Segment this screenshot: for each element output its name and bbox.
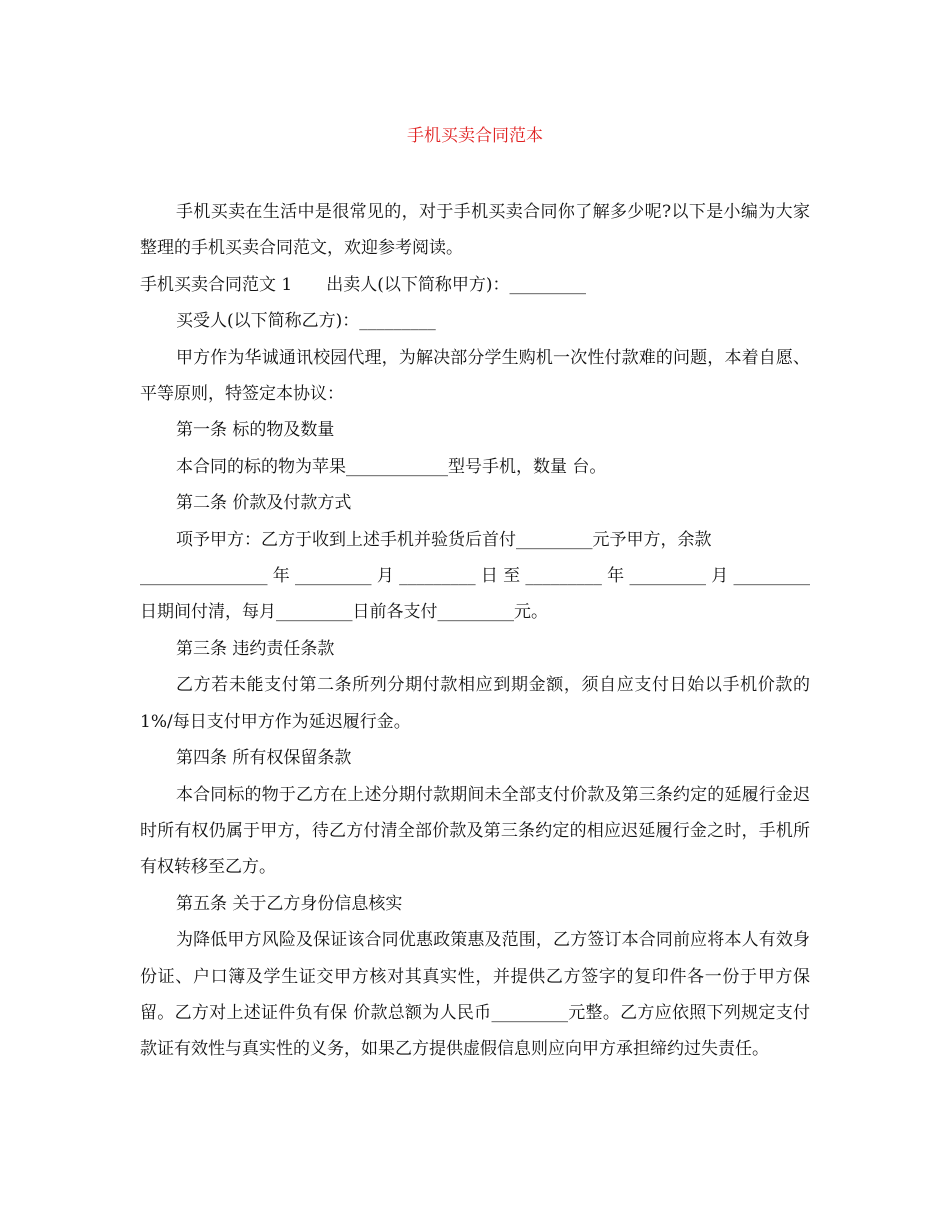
article-2-text-line-1: 项予甲方：乙方于收到上述手机并验货后首付_________元予甲方，余款 xyxy=(176,529,712,550)
article-3-text: 乙方若未能支付第二条所列分期付款相应到期金额，须自应支付日始以手机价款的 1%/每日支付甲方作为延迟履行金。 xyxy=(140,675,810,732)
article-4-text: 本合同标的物于乙方在上述分期付款期间未全部支付价款及第三条约定的延履行金迟时所有权仍属于甲方，待乙方付清全部价款及第三条约定的相应迟延履行金之时，手机所有权转移至乙方。 xyxy=(140,784,810,878)
article-5-text: 为降低甲方风险及保证该合同优惠政策惠及范围，乙方签订本合同前应将本人有效身份证、户口簿及学生证交甲方核对其真实性，并提供乙方签字的复印件各一份于甲方保留。乙方对上述证件负有保 价款总额为人民币_________元整。乙方应依照下列规定支付款证有效性与真实性的义务，如果乙方提供虚假信息则应向甲方承担缔约过失责任。 xyxy=(140,930,810,1060)
document-title: 手机买卖合同范本 xyxy=(407,126,543,146)
article-1-text: 本合同的标的物为苹果____________型号手机，数量 台。 xyxy=(176,456,607,477)
article-3-heading: 第三条 违约责任条款 xyxy=(176,638,335,659)
article-2-text-line-2: _______________年_________月_________日至_________年_________月_________ xyxy=(140,566,810,587)
article-2-heading: 第二条 价款及付款方式 xyxy=(176,493,352,514)
seller-line: 手机买卖合同范文 1 出卖人(以下简称甲方)：_________ xyxy=(140,274,586,295)
article-1-heading: 第一条 标的物及数量 xyxy=(176,420,335,441)
buyer-line: 买受人(以下简称乙方)：_________ xyxy=(176,311,436,332)
document-body xyxy=(140,194,810,1068)
article-2-text-line-3: 日期间付清，每月_________日前各支付_________元。 xyxy=(140,602,548,623)
preamble-paragraph: 甲方作为华诚通讯校园代理，为解决部分学生购机一次性付款难的问题，本着自愿、平等原则，特签定本协议： xyxy=(140,347,810,405)
intro-paragraph: 手机买卖在生活中是很常见的，对于手机买卖合同你了解多少呢?以下是小编为大家整理的手机买卖合同范文，欢迎参考阅读。 xyxy=(140,202,810,259)
article-4-heading: 第四条 所有权保留条款 xyxy=(176,748,352,769)
article-5-heading: 第五条 关于乙方身份信息核实 xyxy=(176,893,403,914)
